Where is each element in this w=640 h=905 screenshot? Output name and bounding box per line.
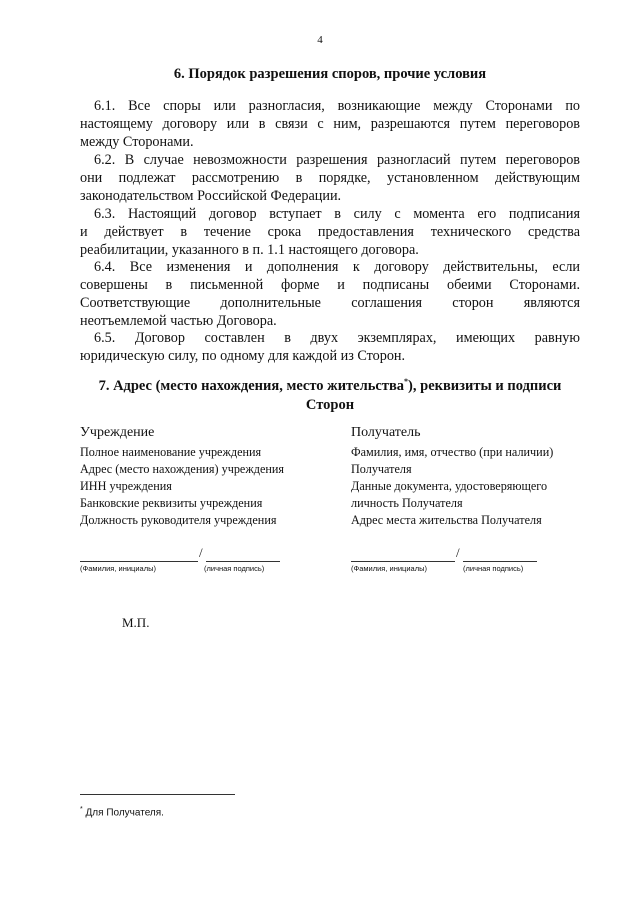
footnote-text: Для Получателя.: [82, 807, 164, 819]
recipient-signature-slash: /: [456, 545, 460, 560]
section-7-title-line-1: [80, 372, 580, 396]
recipient-line: Адрес места жительства Получателя: [351, 513, 542, 527]
institution-line: Должность руководителя учреждения: [80, 513, 277, 527]
section-6-title: 6. Порядок разрешения споров, прочие условия: [173, 66, 487, 82]
section-7-title-part: 7. Адрес (место нахождения, место жительства: [98, 377, 405, 394]
section-7-title-part: ), реквизиты и подписи: [408, 377, 562, 394]
paragraph-line: Соответствующие дополнительные соглашения сторон являются: [80, 295, 580, 311]
footnote-divider: [80, 794, 235, 795]
recipient-signature-caption: (личная подпись): [463, 564, 524, 573]
paragraph-6-3: [80, 205, 580, 259]
footnote-mark: *: [80, 806, 83, 813]
page-number: 4: [317, 34, 323, 46]
paragraph-line: юридическую силу, по одному для каждой из Сторон.: [80, 348, 406, 364]
footnote: [80, 806, 164, 818]
paragraph-line: законодательством Российской Федерации.: [80, 188, 342, 204]
institution-signature-line: [206, 561, 280, 562]
institution-name-caption: (Фамилия, инициалы): [80, 564, 156, 573]
institution-name-line: [80, 561, 198, 562]
paragraph-6-2: [80, 151, 580, 205]
recipient-line: личность Получателя: [351, 496, 463, 510]
institution-line: ИНН учреждения: [80, 479, 172, 493]
institution-line: Адрес (место нахождения) учреждения: [80, 462, 285, 476]
paragraph-line: 6.4. Все изменения и дополнения к договору действительны, если: [94, 259, 580, 275]
paragraph-line: 6.1. Все споры или разногласия, возникающие между Сторонами по: [94, 98, 580, 114]
paragraph-line: совершены в письменной форме и подписаны обеими Сторонами.: [80, 277, 580, 293]
recipient-column: [351, 424, 553, 529]
paragraph-line: и действует в течение срока предоставления технического средства: [80, 224, 580, 240]
institution-column: [80, 424, 284, 529]
section-7-title-line-2: Сторон: [305, 396, 355, 413]
recipient-line: Данные документа, удостоверяющего: [351, 479, 548, 493]
footnote-marker: *: [404, 377, 409, 386]
paragraph-line: 6.5. Договор составлен в двух экземплярах, имеющих равную: [94, 330, 580, 346]
paragraph-line: между Сторонами.: [80, 134, 194, 150]
paragraph-line: они подлежат рассмотрению в порядке, установленном действующим: [80, 170, 580, 186]
paragraph-line: неотъемлемой частью Договора.: [80, 313, 277, 329]
paragraph-line: 6.3. Настоящий договор вступает в силу с момента его подписания: [94, 206, 580, 222]
paragraph-line: 6.2. В случае невозможности разрешения разногласий путем переговоров: [94, 152, 580, 168]
recipient-signature-line: [463, 561, 537, 562]
recipient-name-line: [351, 561, 455, 562]
recipient-heading: Получатель: [351, 425, 421, 440]
paragraph-line: настоящему договору или в связи с ним, разрешаются путем переговоров: [80, 116, 580, 132]
paragraph-6-1: [80, 97, 580, 151]
recipient-name-caption: (Фамилия, инициалы): [351, 564, 427, 573]
section-7-title: [80, 372, 580, 415]
paragraph-line: реабилитации, указанного в п. 1.1 настоящего договора.: [80, 242, 419, 258]
recipient-line: Получателя: [351, 462, 412, 476]
institution-heading: Учреждение: [80, 425, 155, 440]
seal-placeholder: М.П.: [122, 615, 150, 630]
institution-signature-caption: (личная подпись): [204, 564, 265, 573]
institution-signature-slash: /: [199, 545, 203, 560]
paragraph-6-5: [80, 329, 580, 365]
institution-line: Банковские реквизиты учреждения: [80, 496, 263, 510]
recipient-line: Фамилия, имя, отчество (при наличии): [351, 445, 554, 459]
paragraph-6-4: [80, 258, 580, 330]
institution-line: Полное наименование учреждения: [80, 445, 262, 459]
